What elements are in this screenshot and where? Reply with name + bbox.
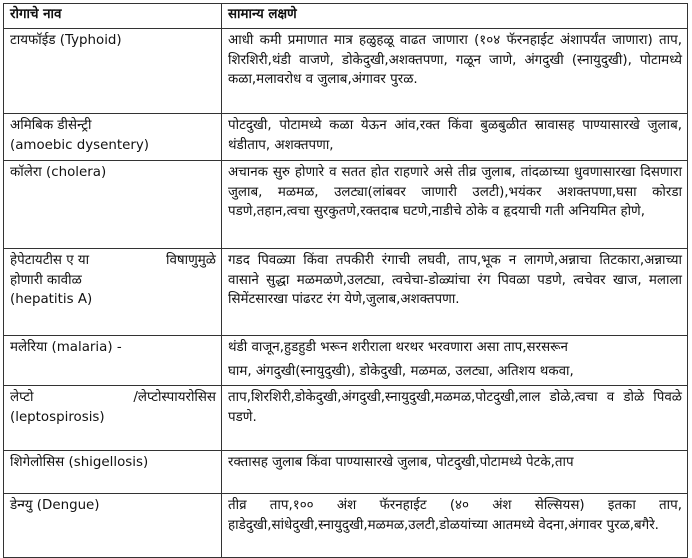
symptoms-cell: गडद पिवळ्या किंवा तपकीरी रंगाची लघवी, ताप,भूक न लागणे,अन्नाचा तिटकारा,अन्नाच्या वासाने सुद्धा मळमळणे,उलट्या, त्वचेचा-डोळ्यांचा रंग पिवळा पडणे, त्वचेवर खाज, मलाला सिमेंटसारखा पांढरट रंग येणे,जुलाब,अशक्तपणा. [222,249,688,336]
disease-name-cell: कॉलेरा (cholera) [4,161,222,249]
disease-name-cell [4,386,222,451]
disease-name-marathi-part1: हेपेटायटीस ए या [10,253,90,268]
disease-name-marathi-part1: लेप्टो [10,390,34,405]
header-common-symptoms: सामान्य लक्षणे [222,4,688,29]
table-row-shigellosis [4,451,688,494]
symptoms-text-part1: थंडी वाजून,हुडहुडी भरून शरीराला थरथर भरवणारा असा ताप,सरसरून [228,340,568,355]
table-row-typhoid [4,29,688,114]
disease-name-english: (leptospirosis) [10,409,105,425]
disease-name-cell: डेन्ग्यु (Dengue) [4,494,222,558]
symptoms-cell [222,336,688,386]
disease-name-cell: मलेरिया (malaria) - [4,336,222,386]
symptoms-cell: ताप,शिरशिरी,डोकेदुखी,अंगदुखी,स्नायुदुखी,मळमळ,पोटदुखी,लाल डोळे,त्वचा व डोळे पिवळे पडणे. [222,386,688,451]
disease-name-line [10,388,216,408]
disease-symptoms-document [3,3,687,558]
symptoms-cell: अचानक सुरु होणारे व सतत होत राहणारे असे तीव्र जुलाब, तांदळाच्या धुवणासारखा दिसणारा जुलाब, मळमळ, उलट्या(लांबवर जाणारी उलटी),भयंकर अशक्तपणा,घसा कोरडा पडणे,तहान,त्वचा सुरकुतणे,रक्तदाब घटणे,नाडीचे ठोके व हृदयाची गती अनियमित होणे, [222,161,688,249]
disease-name-marathi-part2: विषाणुमुळे [166,253,216,268]
disease-name-cell [4,114,222,161]
disease-symptoms-table [3,3,688,558]
symptoms-cell: रक्तासह जुलाब किंवा पाण्यासारखे जुलाब, पोटदुखी,पोटामध्ये पेटके,ताप [222,451,688,494]
table-row-malaria [4,336,688,386]
disease-name-marathi-part2: /लेप्टोस्पायरोसिस [133,390,216,405]
disease-name-english: (hepatitis A) [10,292,93,308]
disease-name-english: (amoebic dysentery) [10,137,150,153]
symptoms-cell: पोटदुखी, पोटामध्ये कळा येऊन आंव,रक्त किंवा बुळबुळीत स्रावासह पाण्यासारखे जुलाब, थंडीताप, अशक्तपणा, [222,114,688,161]
disease-name-marathi-line2: होणारी कावीळ [10,272,82,288]
table-row-amoebic-dysentery [4,114,688,161]
disease-name-cell: टायफॉईड (Typhoid) [4,29,222,114]
header-disease-name: रोगाचे नाव [4,4,222,29]
disease-name-line [10,251,216,271]
disease-name-marathi: अमिबिक डीसेन्ट्री [10,118,92,133]
table-row-dengue [4,494,688,558]
symptoms-cell: आधी कमी प्रमाणात मात्र हळुहळू वाढत जाणारा (१०४ फॅरनहाईट अंशापर्यंत जाणारा) ताप, शिरशिरी,थंडी वाजणे, डोकेदुखी,अशक्तपणा, गळून जाणे, अंगदुखी (स्नायुदुखी), पोटामध्ये कळा,मलावरोध व जुलाब,अंगावर पुरळ. [222,29,688,114]
table-row-hepatitis-a [4,249,688,336]
symptoms-cell: तीव्र ताप,१०० अंश फॅरनहाईट (४० अंश सेल्सियस) इतका ताप, हाडेदुखी,सांधेदुखी,स्नायुदुखी,मळमळ,उलटी,डोळयांच्या आतमध्ये वेदना,अंगावर पुरळ,बगैरे. [222,494,688,558]
symptoms-text-part2: घाम, अंगदुखी(स्नायुदुखी), डोकेदुखी, मळमळ, उलट्या, अतिशय थकवा, [228,363,574,379]
table-row-cholera [4,161,688,249]
table-row-leptospirosis [4,386,688,451]
disease-name-cell [4,249,222,336]
disease-name-cell: शिगेलोसिस (shigellosis) [4,451,222,494]
table-header-row [4,4,688,29]
